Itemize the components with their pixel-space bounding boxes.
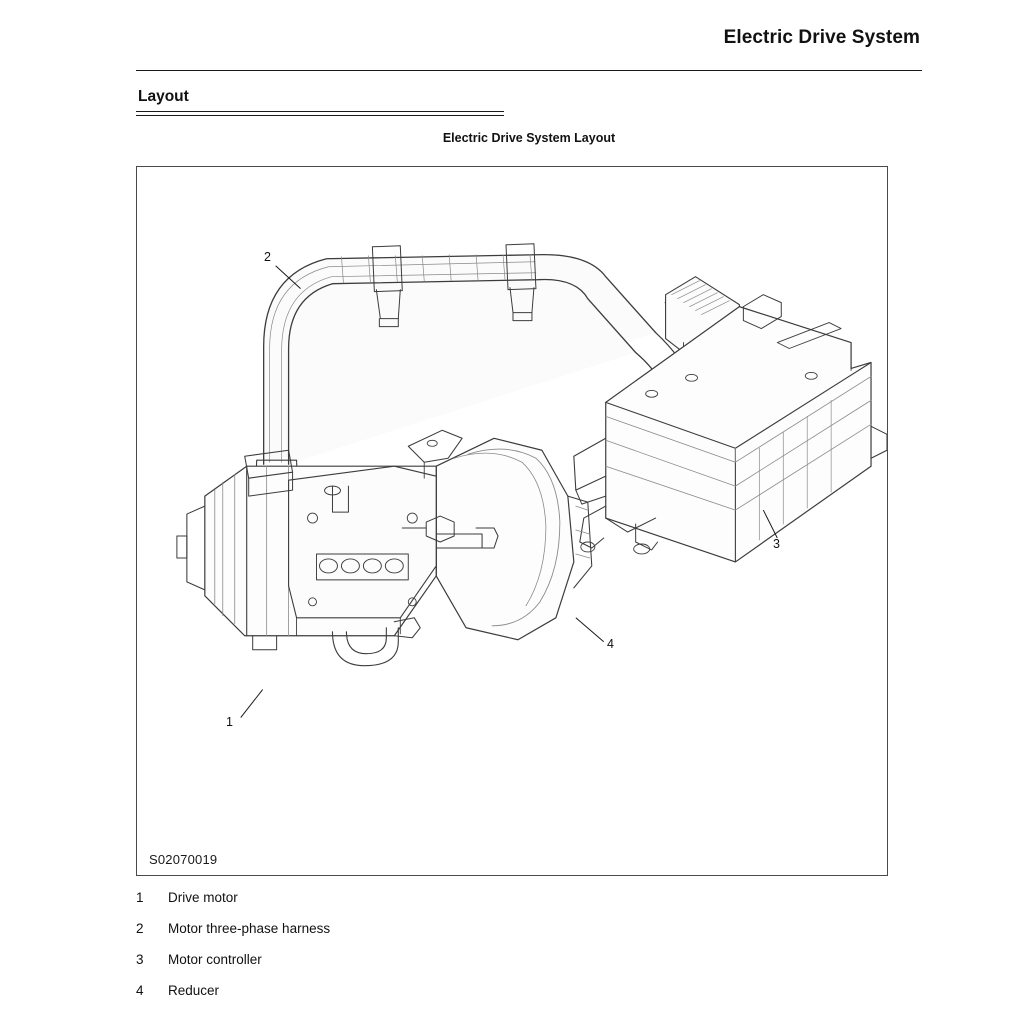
page-title: Electric Drive System — [723, 27, 920, 48]
list-item — [136, 952, 736, 983]
legend-label: Drive motor — [168, 890, 238, 905]
list-item — [136, 921, 736, 952]
section-heading-block — [136, 88, 504, 116]
document-header — [136, 28, 922, 76]
legend-label: Motor controller — [168, 952, 262, 967]
legend-number: 3 — [136, 952, 144, 967]
list-item — [136, 983, 736, 1014]
figure-id: S02070019 — [149, 852, 218, 867]
callout-4: 4 — [607, 637, 614, 651]
legend-number: 2 — [136, 921, 144, 936]
electric-drive-system-illustration — [137, 167, 887, 875]
figure-frame — [136, 166, 888, 876]
legend-number: 1 — [136, 890, 144, 905]
callout-2: 2 — [264, 250, 271, 264]
callout-3: 3 — [773, 537, 780, 551]
callout-1: 1 — [226, 715, 233, 729]
section-title: Layout — [136, 88, 504, 112]
legend-label: Motor three-phase harness — [168, 921, 331, 936]
legend-number: 4 — [136, 983, 144, 998]
legend-list — [136, 890, 736, 1014]
legend-label: Reducer — [168, 983, 220, 998]
section-divider — [136, 115, 504, 116]
list-item — [136, 890, 736, 921]
header-divider — [136, 70, 922, 71]
figure-caption: Electric Drive System Layout — [442, 131, 616, 145]
